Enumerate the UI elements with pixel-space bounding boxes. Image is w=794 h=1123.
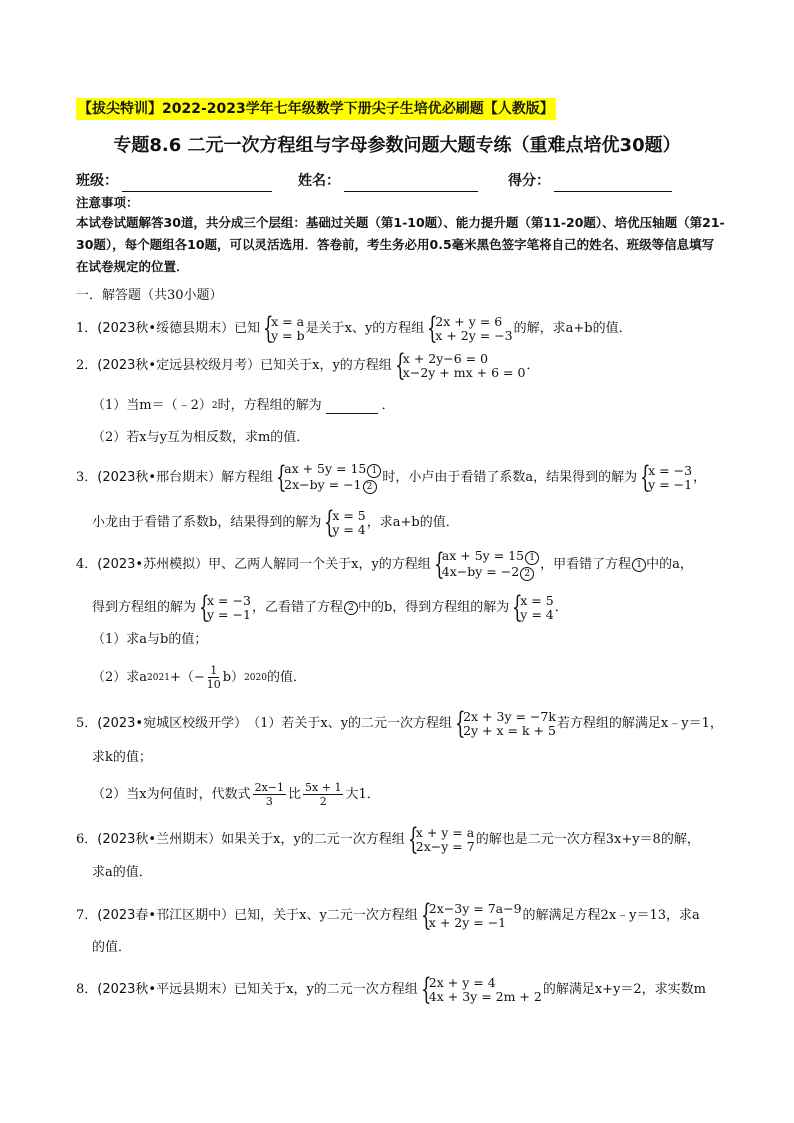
exponent: 2 bbox=[211, 401, 218, 411]
equation: 4x + 3y = 2m + 2 bbox=[428, 989, 542, 1004]
equation: 2x−y = 7 bbox=[415, 839, 475, 854]
equation-system: { 2x−3y = 7a−9 x + 2y = −1 bbox=[420, 898, 522, 933]
equation: 2x + 3y = −7k bbox=[463, 709, 556, 724]
part-text: （2）当x为何值时，代数式 bbox=[92, 786, 251, 802]
part-text: 大1． bbox=[345, 786, 380, 802]
equation: y = −1 bbox=[207, 607, 251, 622]
equation: ax + 5y = 15 bbox=[441, 548, 525, 563]
circled-number: 2 bbox=[344, 601, 358, 615]
question-text: 得到方程组的解为 bbox=[92, 600, 197, 615]
question-text: 已知 bbox=[234, 321, 261, 336]
question-number: 6． bbox=[76, 832, 98, 847]
question-4-line-2 bbox=[92, 590, 568, 625]
denominator: 2 bbox=[319, 795, 327, 808]
fraction bbox=[207, 664, 221, 691]
equation: y = 4 bbox=[332, 522, 366, 537]
equation: x = −3 bbox=[207, 593, 251, 608]
question-source: (2023秋•平远县期末） bbox=[97, 982, 235, 997]
equation-system: { x = 5 y = 4 bbox=[324, 505, 366, 540]
question-text: 如果关于x，y的二元一次方程组 bbox=[221, 832, 405, 847]
question-text: 的解满足x+y＝2，求实数m bbox=[542, 982, 707, 997]
question-7-line-2: 的值． bbox=[92, 940, 132, 955]
fraction bbox=[253, 781, 286, 808]
question-text: 时，小卢由于看错了系数a，结果得到的解为 bbox=[382, 470, 638, 485]
question-3 bbox=[76, 462, 706, 494]
question-4-part-2 bbox=[92, 664, 306, 691]
equation: y = −1 bbox=[648, 477, 693, 492]
question-1 bbox=[76, 311, 632, 346]
name-label: 姓名： bbox=[298, 173, 340, 189]
notes-body: 本试卷试题解答30道，共分成三个层组：基础过关题（第1-10题）、能力提升题（第11-20题）、培优压轴题（第21-30题），每个题组各10题，可以灵活选用．答卷前，考生务必用0.5毫米黑色签字笔将自己的姓名、班级等信息填写在试卷规定的位置． bbox=[76, 215, 725, 274]
equation: x = 5 bbox=[332, 508, 366, 523]
part-text: +（− bbox=[169, 669, 205, 685]
denominator: 3 bbox=[265, 795, 273, 808]
question-text: 已知，关于x、y二元一次方程组 bbox=[234, 908, 418, 923]
question-source: (2023秋•绥德县期末） bbox=[97, 321, 235, 336]
series-banner: 【拔尖特训】2022-2023学年七年级数学下册尖子生培优必刷题【人教版】 bbox=[76, 98, 556, 120]
part-text: 时，方程组的解为 bbox=[217, 398, 322, 413]
equation: x + 2y = −3 bbox=[435, 328, 513, 343]
question-6 bbox=[76, 822, 700, 857]
exponent: 2020 bbox=[244, 672, 267, 683]
question-text: 已知关于x，y的方程组 bbox=[260, 358, 392, 373]
question-source: (2023春•邗江区期中） bbox=[97, 908, 235, 923]
question-text: 甲、乙两人解同一个关于x，y的方程组 bbox=[208, 557, 431, 572]
equation-system: { x + 2y−6 = 0 x−2y + mx + 6 = 0 bbox=[394, 348, 526, 383]
question-number: 4． bbox=[76, 557, 98, 572]
fraction bbox=[303, 781, 343, 808]
question-text: ，甲看错了方程 bbox=[540, 557, 632, 572]
exponent: 2021 bbox=[147, 672, 170, 683]
part-text: （2）求a bbox=[92, 669, 148, 685]
question-number: 8． bbox=[76, 982, 98, 997]
question-5-part-2 bbox=[92, 781, 380, 808]
question-7 bbox=[76, 898, 700, 933]
question-source: (2023秋•邢台期末） bbox=[97, 470, 222, 485]
part-text: ． bbox=[381, 398, 395, 413]
class-blank[interactable] bbox=[122, 173, 272, 192]
numerator: 2x−1 bbox=[254, 781, 285, 794]
equation-system: { x = a y = b bbox=[263, 311, 305, 346]
question-source: (2023•苏州模拟） bbox=[97, 557, 209, 572]
part-text: （1）当m＝（﹣2） bbox=[92, 398, 212, 413]
question-2-part-2: （2）若x与y互为相反数，求m的值． bbox=[92, 430, 310, 445]
equation: y = 4 bbox=[520, 607, 554, 622]
equation-system: { x = 5 y = 4 bbox=[512, 590, 554, 625]
score-field bbox=[508, 170, 672, 192]
question-text: （1）若关于x、y的二元一次方程组 bbox=[247, 716, 453, 731]
denominator: 10 bbox=[206, 678, 221, 691]
equation-system: { 2x + y = 6 x + 2y = −3 bbox=[427, 311, 513, 346]
equation: y = b bbox=[271, 328, 305, 343]
score-label: 得分： bbox=[508, 173, 550, 189]
question-text: 若方程组的解满足x﹣y＝1， bbox=[556, 716, 723, 731]
question-number: 5． bbox=[76, 716, 98, 731]
equation: x = −3 bbox=[648, 463, 693, 478]
equation-system: { x = −3 y = −1 bbox=[640, 460, 693, 495]
question-text: ． bbox=[554, 600, 568, 615]
circled-number: 1 bbox=[632, 558, 646, 572]
circled-number: 2 bbox=[363, 480, 377, 494]
question-number: 3． bbox=[76, 470, 98, 485]
equation: x + 2y = −1 bbox=[428, 915, 507, 930]
question-5-line-2: 求k的值； bbox=[92, 750, 152, 765]
question-6-line-2: 求a的值． bbox=[92, 865, 152, 880]
question-number: 2． bbox=[76, 358, 98, 373]
question-text: 中的a， bbox=[646, 557, 693, 572]
part-text: b） bbox=[222, 669, 245, 685]
question-text: 小龙由于看错了系数b，结果得到的解为 bbox=[92, 515, 322, 530]
equation: 2y + x = k + 5 bbox=[463, 723, 556, 738]
equation: x + y = a bbox=[415, 825, 475, 840]
question-source: (2023秋•定远县校级月考） bbox=[97, 358, 261, 373]
question-text: 是关于x、y的方程组 bbox=[305, 321, 425, 336]
equation: x = a bbox=[271, 314, 305, 329]
circled-number: 1 bbox=[525, 551, 539, 565]
section-heading: 一．解答题（共30小题） bbox=[76, 288, 223, 303]
equation: 2x + y = 6 bbox=[435, 314, 503, 329]
score-blank[interactable] bbox=[554, 173, 672, 192]
page-title: 专题8.6 二元一次方程组与字母参数问题大题专练（重难点培优30题） bbox=[113, 135, 681, 156]
equation: ax + 5y = 15 bbox=[284, 461, 367, 476]
equation: 4x−by = −2 bbox=[441, 564, 520, 579]
question-number: 7． bbox=[76, 908, 98, 923]
part-text: 的值． bbox=[266, 669, 306, 685]
part-text: 比 bbox=[288, 786, 302, 802]
question-text: 已知关于x，y的二元一次方程组 bbox=[234, 982, 418, 997]
circled-number: 1 bbox=[367, 464, 381, 478]
equation: x−2y + mx + 6 = 0 bbox=[402, 365, 526, 380]
equation: 2x−3y = 7a−9 bbox=[428, 901, 522, 916]
question-5 bbox=[76, 706, 723, 741]
numerator: 1 bbox=[210, 664, 218, 677]
question-source: (2023•宛城区校级开学） bbox=[97, 716, 248, 731]
question-text: 的解满足方程2x﹣y＝13，求a bbox=[522, 908, 700, 923]
circled-number: 2 bbox=[520, 567, 534, 581]
equation: x + 2y−6 = 0 bbox=[402, 351, 489, 366]
equation-system: { ax + 5y = 15 1 4x−by = −2 2 bbox=[432, 549, 539, 581]
question-text: 中的b，得到方程组的解为 bbox=[357, 600, 510, 615]
numerator: 5x + 1 bbox=[305, 781, 342, 794]
question-3-line-2 bbox=[92, 505, 459, 540]
question-text: 解方程组 bbox=[221, 470, 274, 485]
question-text: ，求a+b的值． bbox=[366, 515, 459, 530]
equation-system: { x + y = a 2x−y = 7 bbox=[407, 822, 475, 857]
class-field bbox=[76, 170, 272, 192]
answer-blank[interactable] bbox=[326, 399, 378, 414]
equation-system: { ax + 5y = 15 1 2x−by = −1 2 bbox=[274, 462, 381, 494]
equation-system: { 2x + y = 4 4x + 3y = 2m + 2 bbox=[420, 972, 542, 1007]
name-field bbox=[298, 170, 478, 192]
equation: x = 5 bbox=[520, 593, 554, 608]
question-4-part-1: （1）求a与b的值； bbox=[92, 632, 208, 647]
notes-heading: 注意事项： bbox=[76, 195, 139, 210]
equation: 2x−by = −1 bbox=[284, 477, 362, 492]
question-text: ， bbox=[693, 470, 707, 485]
question-text: ． bbox=[526, 358, 540, 373]
name-blank[interactable] bbox=[344, 173, 478, 192]
question-2-part-1 bbox=[92, 396, 395, 416]
question-text: 的解，求a+b的值． bbox=[513, 321, 632, 336]
question-text: ，乙看错了方程 bbox=[251, 600, 343, 615]
equation-system: { x = −3 y = −1 bbox=[199, 590, 251, 625]
question-4 bbox=[76, 549, 693, 581]
question-source: (2023秋•兰州期末） bbox=[97, 832, 222, 847]
question-number: 1． bbox=[76, 321, 98, 336]
equation: 2x + y = 4 bbox=[428, 975, 496, 990]
question-8 bbox=[76, 972, 707, 1007]
question-2 bbox=[76, 348, 540, 383]
equation-system: { 2x + 3y = −7k 2y + x = k + 5 bbox=[455, 706, 556, 741]
question-text: 的解也是二元一次方程3x+y＝8的解， bbox=[475, 832, 700, 847]
class-label: 班级： bbox=[76, 173, 118, 189]
